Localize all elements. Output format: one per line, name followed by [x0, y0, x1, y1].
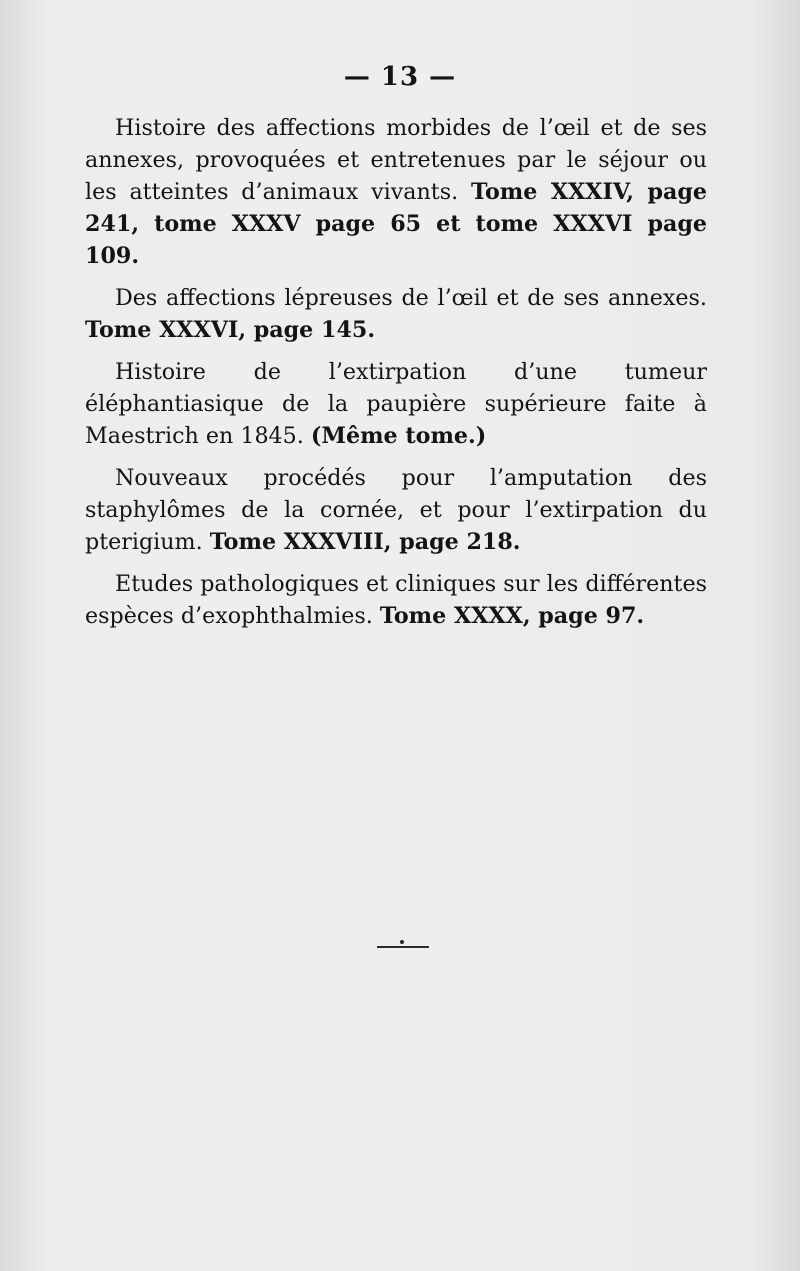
- entry-title: Histoire des affections morbides de l’œil et de ses annexes, provoquées et entretenues par le séjour ou les atteintes d’animaux vivants.: [85, 115, 707, 205]
- bibliography-entry: [85, 282, 707, 346]
- entry-reference: Tome XXXX, page 97.: [379, 603, 645, 629]
- bibliography-entry: [85, 112, 707, 272]
- entry-reference: (Même tome.): [310, 423, 487, 449]
- entry-title: Nouveaux procédés pour l’amputation des staphylômes de la cornée, et pour l’extirpation du pterigium.: [85, 465, 707, 555]
- entry-reference: Tome XXXVIII, page 218.: [209, 529, 521, 555]
- entry-reference: Tome XXXVI, page 145.: [85, 317, 376, 343]
- bibliography-entry: [85, 356, 707, 452]
- entry-title: Histoire de l’extirpation d’une tumeur éléphantiasique de la paupière supérieure faite à Maestrich en 1845.: [85, 359, 707, 449]
- entry-title: Etudes pathologiques et cliniques sur les différentes espèces d’exophthalmies.: [85, 571, 707, 629]
- bibliography-entry: [85, 462, 707, 558]
- bibliography-list: [85, 112, 707, 642]
- bibliography-entry: [85, 568, 707, 632]
- section-divider: [377, 946, 429, 948]
- page-number: — 13 —: [343, 62, 457, 92]
- entry-reference: Tome XXXIV, page 241, tome XXXV page 65 et tome XXXVI page 109.: [85, 179, 707, 269]
- entry-title: Des affections lépreuses de l’œil et de ses annexes.: [115, 285, 707, 311]
- ornament-dot: [400, 940, 404, 944]
